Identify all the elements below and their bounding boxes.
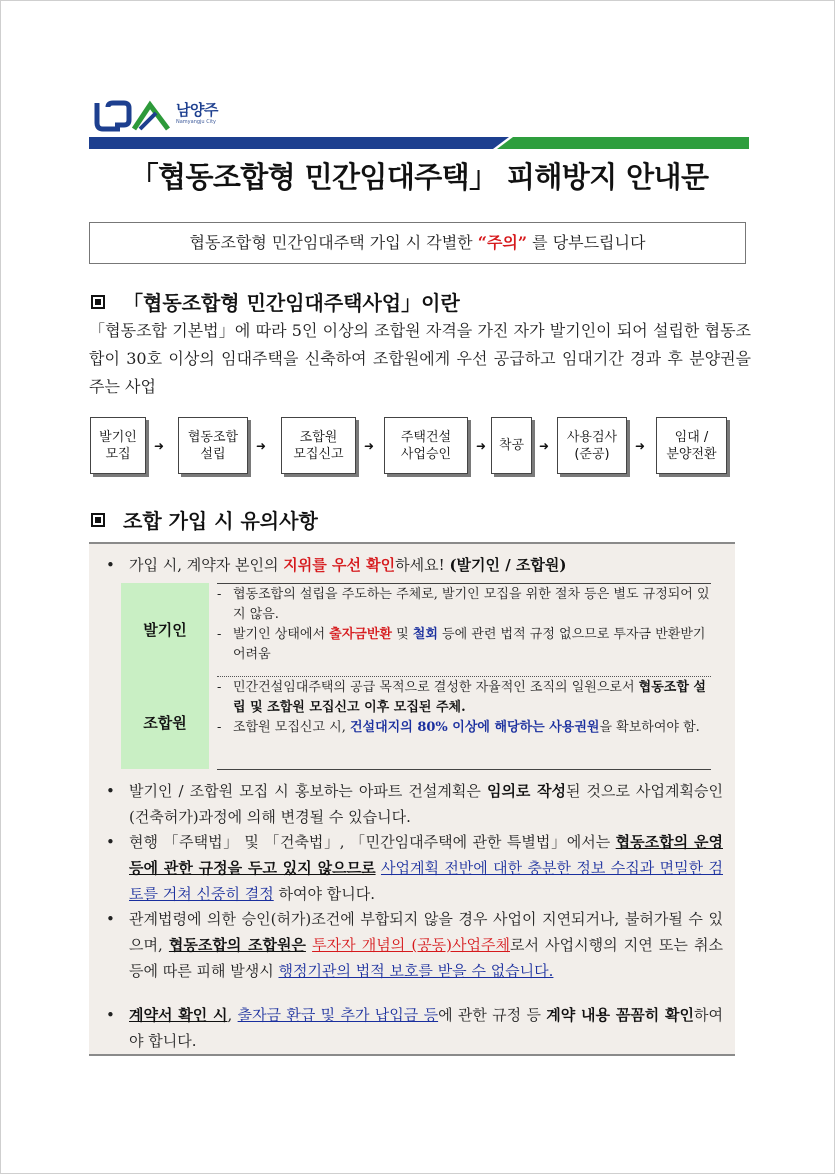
logo-city-subtitle: Namyangju City xyxy=(176,119,216,125)
flow-step xyxy=(656,417,727,474)
bullet-icon: • xyxy=(106,782,115,800)
arrow-right-icon: ➜ xyxy=(364,439,375,453)
role-desc-text: 조합원 모집신고 시, xyxy=(233,720,350,735)
flow-step-line1: 임대 / xyxy=(674,429,709,445)
notice-caution-word: “주의” xyxy=(477,233,528,252)
dash-icon: - xyxy=(217,587,222,602)
bullet-icon: • xyxy=(106,1006,115,1024)
flow-step xyxy=(178,417,248,474)
role-desc-text: 협동조합의 설립을 주도하는 주체로, 발기인 모집을 위한 절차 등은 별도 규정되어 있지 않음. xyxy=(233,587,710,622)
bullet-emphasis: 임의로 작성 xyxy=(486,782,566,800)
square-bullet-icon xyxy=(91,513,105,527)
bullet-text: 현행 「주택법」 및 「건축법」, 「민간임대주택에 관한 특별법」에서는 xyxy=(129,833,616,851)
bullet-text: 하여야 합니다. xyxy=(129,1006,724,1050)
role-table xyxy=(121,583,711,769)
bullet-emphasis: 협동조합의 운영 등에 관한 규정을 두고 있지 않으므로 xyxy=(129,833,723,877)
bullet-text: 로서 사업시행의 지연 또는 취소 등에 따른 피해 발생시 xyxy=(129,936,723,980)
role-description xyxy=(217,678,711,738)
section-heading-precautions xyxy=(91,505,318,534)
bullet-text: 에 관한 규정 등 xyxy=(438,1006,547,1024)
flow-step-line1: 조합원 xyxy=(299,429,338,445)
square-bullet-icon xyxy=(91,295,105,309)
bullet-emphasis: 투자자 개념의 (공동)사업주체 xyxy=(312,936,510,954)
flow-step xyxy=(491,417,532,474)
arrow-right-icon: ➜ xyxy=(256,439,267,453)
section-heading-text: 조합 가입 시 유의사항 xyxy=(123,509,318,533)
bullet-icon: • xyxy=(106,910,115,928)
flow-step-line2: 모집신고 xyxy=(293,446,344,462)
flow-step xyxy=(384,417,468,474)
bullet-text: 하여야 합니다. xyxy=(273,885,375,903)
bullet-emphasis: 행정기관의 법적 보호를 받을 수 없습니다. xyxy=(278,962,554,980)
bullet-emphasis: 계약 내용 꼼꼼히 확인 xyxy=(546,1006,695,1024)
bullet-text: , xyxy=(227,1006,238,1024)
flow-step-line1: 착공 xyxy=(498,438,525,453)
precautions-box xyxy=(89,542,735,1056)
bullet-text: 하세요! xyxy=(395,556,450,574)
flow-step-line2: 사업승인 xyxy=(400,446,452,462)
divider xyxy=(217,676,711,677)
role-desc-emphasis: 철회 xyxy=(412,627,438,642)
role-desc-emphasis: 건설대지의 80% 이상에 해당하는 사용권원 xyxy=(350,720,600,735)
dash-icon: - xyxy=(217,680,222,695)
role-desc-text: 발기인 상태에서 xyxy=(233,627,330,642)
dash-icon: - xyxy=(217,720,222,735)
role-desc-text: 및 xyxy=(391,627,413,642)
flow-step-line2: (준공) xyxy=(574,446,610,462)
section-heading-text: 「협동조합형 민간임대주택사업」이란 xyxy=(123,291,460,315)
role-label-promoter: 발기인 xyxy=(121,583,209,676)
bullet-emphasis: 출자금 환급 및 추가 납입금 등 xyxy=(237,1006,439,1024)
arrow-right-icon: ➜ xyxy=(476,439,487,453)
bullet-icon: • xyxy=(106,556,115,574)
process-flow xyxy=(90,417,754,475)
flow-step xyxy=(90,417,146,474)
page-title: 「협동조합형 민간임대주택」 피해방지 안내문 xyxy=(129,160,709,194)
bullet-emphasis: 계약서 확인 시 xyxy=(129,1006,228,1024)
flow-step-line2: 모집 xyxy=(105,446,131,462)
bullet-icon: • xyxy=(106,833,115,851)
header-color-bar xyxy=(89,137,749,149)
flow-step xyxy=(281,417,356,474)
bullet-text: 발기인 / 조합원 모집 시 홍보하는 아파트 건설계획은 xyxy=(129,782,487,800)
arrow-right-icon: ➜ xyxy=(539,439,550,453)
city-logo xyxy=(94,99,218,133)
flow-step-line1: 사용검사 xyxy=(566,429,618,445)
bullet-emphasis: (발기인 / 조합원) xyxy=(449,556,567,574)
arrow-right-icon: ➜ xyxy=(154,439,165,453)
notice-text-end: 를 당부드립니다 xyxy=(527,233,646,252)
section-heading-definition xyxy=(91,287,460,316)
namyangju-logo-icon xyxy=(94,99,174,133)
role-desc-emphasis: 출자금반환 xyxy=(329,627,392,642)
bullet-emphasis: 지위를 우선 확인 xyxy=(283,556,396,574)
flow-step-line2: 분양전환 xyxy=(666,446,717,462)
role-desc-text: 을 확보하여야 함. xyxy=(599,720,700,735)
flow-step xyxy=(557,417,627,474)
bullet-emphasis: 사업계획 전반에 대한 충분한 정보 수집과 면밀한 검토를 거쳐 신중히 결정 xyxy=(129,859,723,903)
flow-step-line2: 설립 xyxy=(200,446,226,462)
logo-city-name: 남양주 xyxy=(176,101,218,119)
bullet-text: 된 것으로 사업계획승인(건축허가)과정에 의해 변경될 수 있습니다. xyxy=(129,782,723,826)
divider xyxy=(217,769,711,770)
notice-text: 협동조합형 민간임대주택 가입 시 각별한 xyxy=(189,233,478,252)
flow-step-line1: 주택건설 xyxy=(400,429,452,445)
role-label-member: 조합원 xyxy=(121,676,209,769)
bullet-emphasis: 협동조합의 조합원은 xyxy=(168,936,306,954)
flow-step-line1: 협동조합 xyxy=(187,429,239,445)
flow-step-line1: 발기인 xyxy=(99,429,137,445)
definition-paragraph: 「협동조합 기본법」에 따라 5인 이상의 조합원 자격을 가진 자가 발기인이 되어 설립한 협동조합이 30호 이상의 임대주택을 신축하여 조합원에게 우선 공급하고 임대기간 경과 후 분양권을 주는 사업 xyxy=(89,321,751,396)
role-description xyxy=(217,585,711,665)
arrow-right-icon: ➜ xyxy=(635,439,646,453)
role-desc-text: 등에 관련 법적 규정 없으므로 투자금 반환받기 어려움 xyxy=(233,627,706,662)
bullet-text: 가입 시, 계약자 본인의 xyxy=(129,556,284,574)
role-desc-text: 민간건설임대주택의 공급 목적으로 결성한 자율적인 조직의 일원으로서 xyxy=(233,680,639,695)
dash-icon: - xyxy=(217,627,222,642)
role-desc-emphasis: 협동조합 설립 및 조합원 모집신고 이후 모집된 주체. xyxy=(233,680,706,715)
caution-notice-box xyxy=(89,222,746,264)
divider xyxy=(217,583,711,584)
bullet-text: 관계법령에 의한 승인(허가)조건에 부합되지 않을 경우 사업이 지연되거나, 불허가될 수 있으며, xyxy=(129,910,723,954)
